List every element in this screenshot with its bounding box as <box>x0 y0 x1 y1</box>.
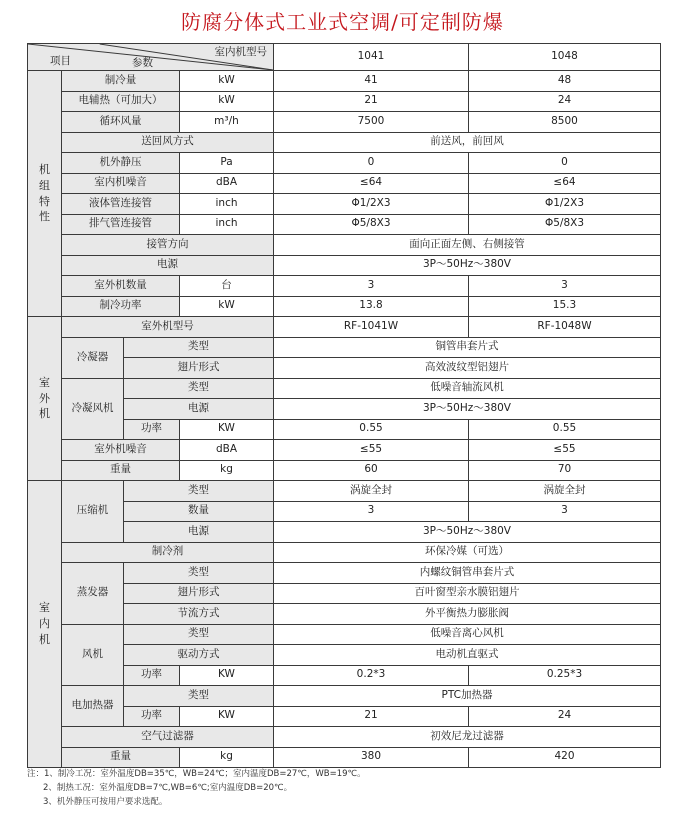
table-row <box>28 317 661 338</box>
table-row <box>28 255 661 276</box>
value-b: RF-1048W <box>469 317 661 338</box>
section-unit: 机 组 特 性 <box>28 71 62 317</box>
model-b-header: 1048 <box>469 44 661 71</box>
value-b: 420 <box>469 747 661 768</box>
value-b: 24 <box>469 91 661 112</box>
row-label: 机外静压 <box>62 153 180 174</box>
model-a-header: 1041 <box>274 44 469 71</box>
value-a: 7500 <box>274 112 469 133</box>
value-a: 60 <box>274 460 469 481</box>
table-row <box>28 153 661 174</box>
row-label: 送回风方式 <box>62 132 274 153</box>
table-row <box>28 132 661 153</box>
row-label: 功率 <box>124 706 180 727</box>
value-merged: 百叶窗型亲水膜铝翅片 <box>274 583 661 604</box>
value-a: 0.2*3 <box>274 665 469 686</box>
table-row <box>28 91 661 112</box>
value-b: 24 <box>469 706 661 727</box>
row-label: 翅片形式 <box>124 583 274 604</box>
value-a: 13.8 <box>274 296 469 317</box>
row-label: 制冷剂 <box>62 542 274 563</box>
unit-cell: kg <box>180 747 274 768</box>
value-merged: 环保冷媒（可选） <box>274 542 661 563</box>
row-label: 电辅热（可加大） <box>62 91 180 112</box>
table-row <box>28 378 661 399</box>
value-a: 3 <box>274 501 469 522</box>
unit-cell: inch <box>180 214 274 235</box>
row-label: 数量 <box>124 501 274 522</box>
table-row <box>28 194 661 215</box>
unit-cell: dBA <box>180 440 274 461</box>
value-b: 0.25*3 <box>469 665 661 686</box>
table-row <box>28 542 661 563</box>
group-label: 压缩机 <box>62 481 124 543</box>
header-diagonal-cell <box>28 44 274 71</box>
unit-cell: kg <box>180 460 274 481</box>
table-row <box>28 112 661 133</box>
header-indoor-model-label: 室内机型号 <box>214 46 267 58</box>
value-merged: 高效波纹型铝翅片 <box>274 358 661 379</box>
spec-table <box>27 43 661 768</box>
footnote-1: 注：1、制冷工况：室外温度DB=35℃，WB=24℃；室内温度DB=27℃，WB=19℃。 <box>27 769 366 779</box>
table-row <box>28 440 661 461</box>
value-a: ≤55 <box>274 440 469 461</box>
unit-cell: kW <box>180 71 274 92</box>
value-b: 70 <box>469 460 661 481</box>
value-a: 21 <box>274 91 469 112</box>
group-label: 风机 <box>62 624 124 686</box>
value-b: 3 <box>469 276 661 297</box>
header-param-label: 参数 <box>132 57 153 70</box>
value-merged: 前送风，前回风 <box>274 132 661 153</box>
row-label: 室外机型号 <box>62 317 274 338</box>
table-row <box>28 337 661 358</box>
value-a: 380 <box>274 747 469 768</box>
table-row <box>28 296 661 317</box>
row-label: 类型 <box>124 686 274 707</box>
group-label: 冷凝器 <box>62 337 124 378</box>
header-item-label: 项目 <box>50 55 71 68</box>
row-label: 制冷量 <box>62 71 180 92</box>
value-merged: PTC加热器 <box>274 686 661 707</box>
row-label: 类型 <box>124 624 274 645</box>
table-row <box>28 235 661 256</box>
value-a: RF-1041W <box>274 317 469 338</box>
value-a: ≤64 <box>274 173 469 194</box>
row-label: 液体管连接管 <box>62 194 180 215</box>
row-label: 室内机噪音 <box>62 173 180 194</box>
table-row <box>28 747 661 768</box>
group-label: 冷凝风机 <box>62 378 124 440</box>
unit-cell: dBA <box>180 173 274 194</box>
row-label: 类型 <box>124 378 274 399</box>
row-label: 电源 <box>124 522 274 543</box>
unit-cell: kW <box>180 91 274 112</box>
footnote-3: 3、机外静压可按用户要求选配。 <box>43 797 168 807</box>
footnotes <box>27 767 366 809</box>
value-a: 涡旋全封 <box>274 481 469 502</box>
unit-cell: KW <box>180 665 274 686</box>
group-label: 电加热器 <box>62 686 124 727</box>
value-b: 3 <box>469 501 661 522</box>
unit-cell: inch <box>180 194 274 215</box>
table-row <box>28 624 661 645</box>
table-row <box>28 686 661 707</box>
row-label: 驱动方式 <box>124 645 274 666</box>
row-label: 循环风量 <box>62 112 180 133</box>
section-indoor: 室 内 机 <box>28 481 62 768</box>
row-label: 功率 <box>124 665 180 686</box>
value-a: Φ5/8X3 <box>274 214 469 235</box>
row-label: 翅片形式 <box>124 358 274 379</box>
value-merged: 低噪音轴流风机 <box>274 378 661 399</box>
value-a: 0 <box>274 153 469 174</box>
value-b: ≤64 <box>469 173 661 194</box>
value-b: ≤55 <box>469 440 661 461</box>
section-outdoor: 室 外 机 <box>28 317 62 481</box>
header-row <box>28 44 661 71</box>
value-merged: 外平衡热力膨胀阀 <box>274 604 661 625</box>
value-merged: 低噪音离心风机 <box>274 624 661 645</box>
value-a: 3 <box>274 276 469 297</box>
table-row <box>28 173 661 194</box>
row-label: 接管方向 <box>62 235 274 256</box>
value-a: Φ1/2X3 <box>274 194 469 215</box>
unit-cell: 台 <box>180 276 274 297</box>
table-row <box>28 563 661 584</box>
value-a: 41 <box>274 71 469 92</box>
value-merged: 铜管串套片式 <box>274 337 661 358</box>
unit-cell: m³/h <box>180 112 274 133</box>
row-label: 重量 <box>62 747 180 768</box>
value-b: 48 <box>469 71 661 92</box>
table-row <box>28 727 661 748</box>
value-b: 15.3 <box>469 296 661 317</box>
value-b: Φ5/8X3 <box>469 214 661 235</box>
table-row <box>28 214 661 235</box>
group-label: 蒸发器 <box>62 563 124 625</box>
unit-cell: KW <box>180 419 274 440</box>
unit-cell: Pa <box>180 153 274 174</box>
value-a: 21 <box>274 706 469 727</box>
table-row <box>28 71 661 92</box>
row-label: 类型 <box>124 337 274 358</box>
value-merged: 初效尼龙过滤器 <box>274 727 661 748</box>
table-row <box>28 276 661 297</box>
row-label: 电源 <box>124 399 274 420</box>
row-label: 功率 <box>124 419 180 440</box>
value-merged: 3P～50Hz～380V <box>274 522 661 543</box>
row-label: 重量 <box>62 460 180 481</box>
row-label: 空气过滤器 <box>62 727 274 748</box>
value-b: 0 <box>469 153 661 174</box>
table-row <box>28 481 661 502</box>
table-row <box>28 460 661 481</box>
value-b: 0.55 <box>469 419 661 440</box>
value-b: Φ1/2X3 <box>469 194 661 215</box>
value-merged: 面向正面左侧、右侧接管 <box>274 235 661 256</box>
page-title: 防腐分体式工业式空调/可定制防爆 <box>181 10 504 34</box>
unit-cell: KW <box>180 706 274 727</box>
value-merged: 3P～50Hz～380V <box>274 399 661 420</box>
row-label: 类型 <box>124 481 274 502</box>
value-a: 0.55 <box>274 419 469 440</box>
footnote-2: 2、制热工况：室外温度DB=7℃,WB=6℃;室内温度DB=20℃。 <box>43 783 293 793</box>
row-label: 室外机数量 <box>62 276 180 297</box>
row-label: 制冷功率 <box>62 296 180 317</box>
value-b: 8500 <box>469 112 661 133</box>
unit-cell: kW <box>180 296 274 317</box>
row-label: 节流方式 <box>124 604 274 625</box>
value-merged: 电动机直驱式 <box>274 645 661 666</box>
row-label: 电源 <box>62 255 274 276</box>
row-label: 排气管连接管 <box>62 214 180 235</box>
row-label: 类型 <box>124 563 274 584</box>
value-merged: 3P～50Hz～380V <box>274 255 661 276</box>
value-b: 涡旋全封 <box>469 481 661 502</box>
row-label: 室外机噪音 <box>62 440 180 461</box>
value-merged: 内螺纹铜管串套片式 <box>274 563 661 584</box>
